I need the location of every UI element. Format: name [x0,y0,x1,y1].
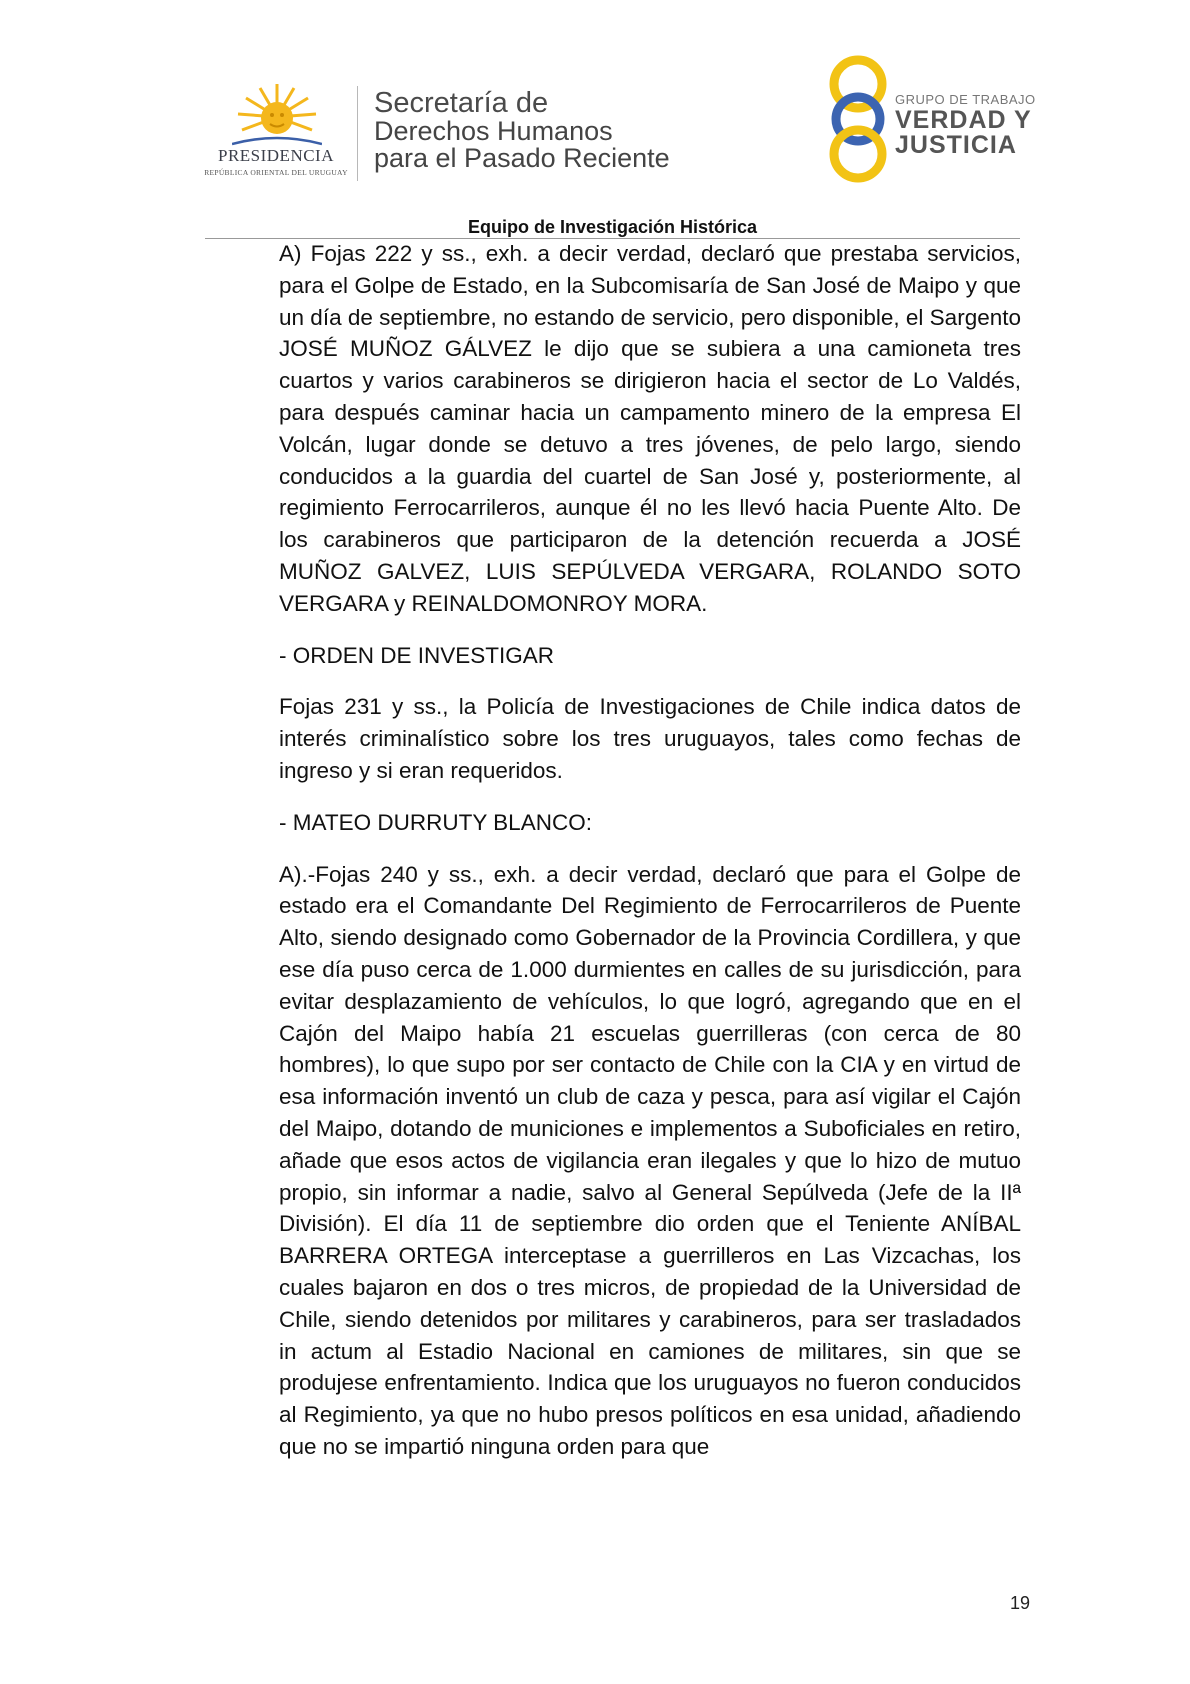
presidencia-logo [196,82,356,192]
section-heading: - ORDEN DE INVESTIGAR [279,642,555,668]
paragraph: A).-Fojas 240 y ss., exh. a decir verdad, declaró que para el Golpe de estado era el Comandante Del Regimiento de Ferrocarrileros de Puente Alto, siendo designado como Gobernador de la Provincia Cordillera, y que ese día puso cerca de 1.000 durmientes en calles de su jurisdicción, para evitar desplazamiento de vehículos, lo que logró, agregando que en el Cajón del Maipo había 21 escuelas guerrilleras (con cerca de 80 hombres), lo que supo por ser contacto de Chile con la CIA y en virtud de esa información inventó un club de caza y pesca, para así vigilar el Cajón del Maipo, dotando de municiones e implementos a Suboficiales en retiro, añade que esos actos de vigilancia eran ilegales y que lo hizo de mutuo propio, sin informar a nadie, salvo al General Sepúlveda (Jefe de la IIª División). El día 11 de septiembre dio orden que el Teniente ANÍBAL BARRERA ORTEGA interceptase a guerrilleros en Las Vizcachas, los cuales bajaron en dos o tres micros, de propiedad de la Universidad de Chile, siendo detenidos por militares y carabineros, para ser trasladados in actum al Estadio Nacional en camiones de militares, sin que se produjese enfrentamiento. Indica que los uruguayos no fueron conducidos al Regimiento, ya que no hubo presos políticos en esa unidad, añadiendo que no se impartió ninguna orden para que [279,861,1021,1459]
document-header-title: Equipo de Investigación Histórica [467,217,758,237]
paragraph: Fojas 231 y ss., la Policía de Investigaciones de Chile indica datos de interés criminalístico sobre los tres uruguayos, tales como fechas de ingreso y si eran requeridos. [279,694,1021,783]
secretaria-line-3: para el Pasado Reciente [374,143,670,173]
secretaria-line-2: Derechos Humanos [374,116,613,146]
paragraph: A) Fojas 222 y ss., exh. a decir verdad, declaró que prestaba servicios, para el Golpe de Estado, en la Subcomisaría de San José de Maipo y que un día de septiembre, no estando de servicio, pero disponible, el Sargento JOSÉ MUÑOZ GÁLVEZ le dijo que se subiera a una camioneta tres cuartos y varios carabineros se dirigieron hacia el sector de Lo Valdés, para después caminar hacia un campamento minero de la empresa El Volcán, lugar donde se detuvo a tres jóvenes, de pelo largo, siendo conducidos a la guardia del cuartel de San José y, posteriormente, al regimiento Ferrocarrileros, aunque él no les llevó hacia Puente Alto. De los carabineros que participaron de la detención recuerda a JOSÉ MUÑOZ GALVEZ, LUIS SEPÚLVEDA VERGARA, ROLANDO SOTO VERGARA y REINALDOMONROY MORA. [279,241,1021,616]
page-number: 19 [1009,1593,1030,1613]
presidencia-subtitle: REPÚBLICA ORIENTAL DEL URUGUAY [204,168,348,177]
document-body [279,238,1021,1483]
verdad-label: VERDAD Y [895,106,1032,134]
logo-divider [357,86,358,181]
grupo-trabajo-label: GRUPO DE TRABAJO [895,92,1036,107]
presidencia-wordmark: PRESIDENCIA [217,146,334,165]
verdad-justicia-logo [818,54,1036,184]
secretaria-logo-text [374,88,670,172]
secretaria-line-1: Secretaría de [374,87,549,119]
sun-emblem-icon [232,82,322,152]
justicia-label: JUSTICIA [895,131,1017,159]
section-heading: - MATEO DURRUTY BLANCO: [279,809,592,835]
rings-emblem-icon [818,54,898,184]
